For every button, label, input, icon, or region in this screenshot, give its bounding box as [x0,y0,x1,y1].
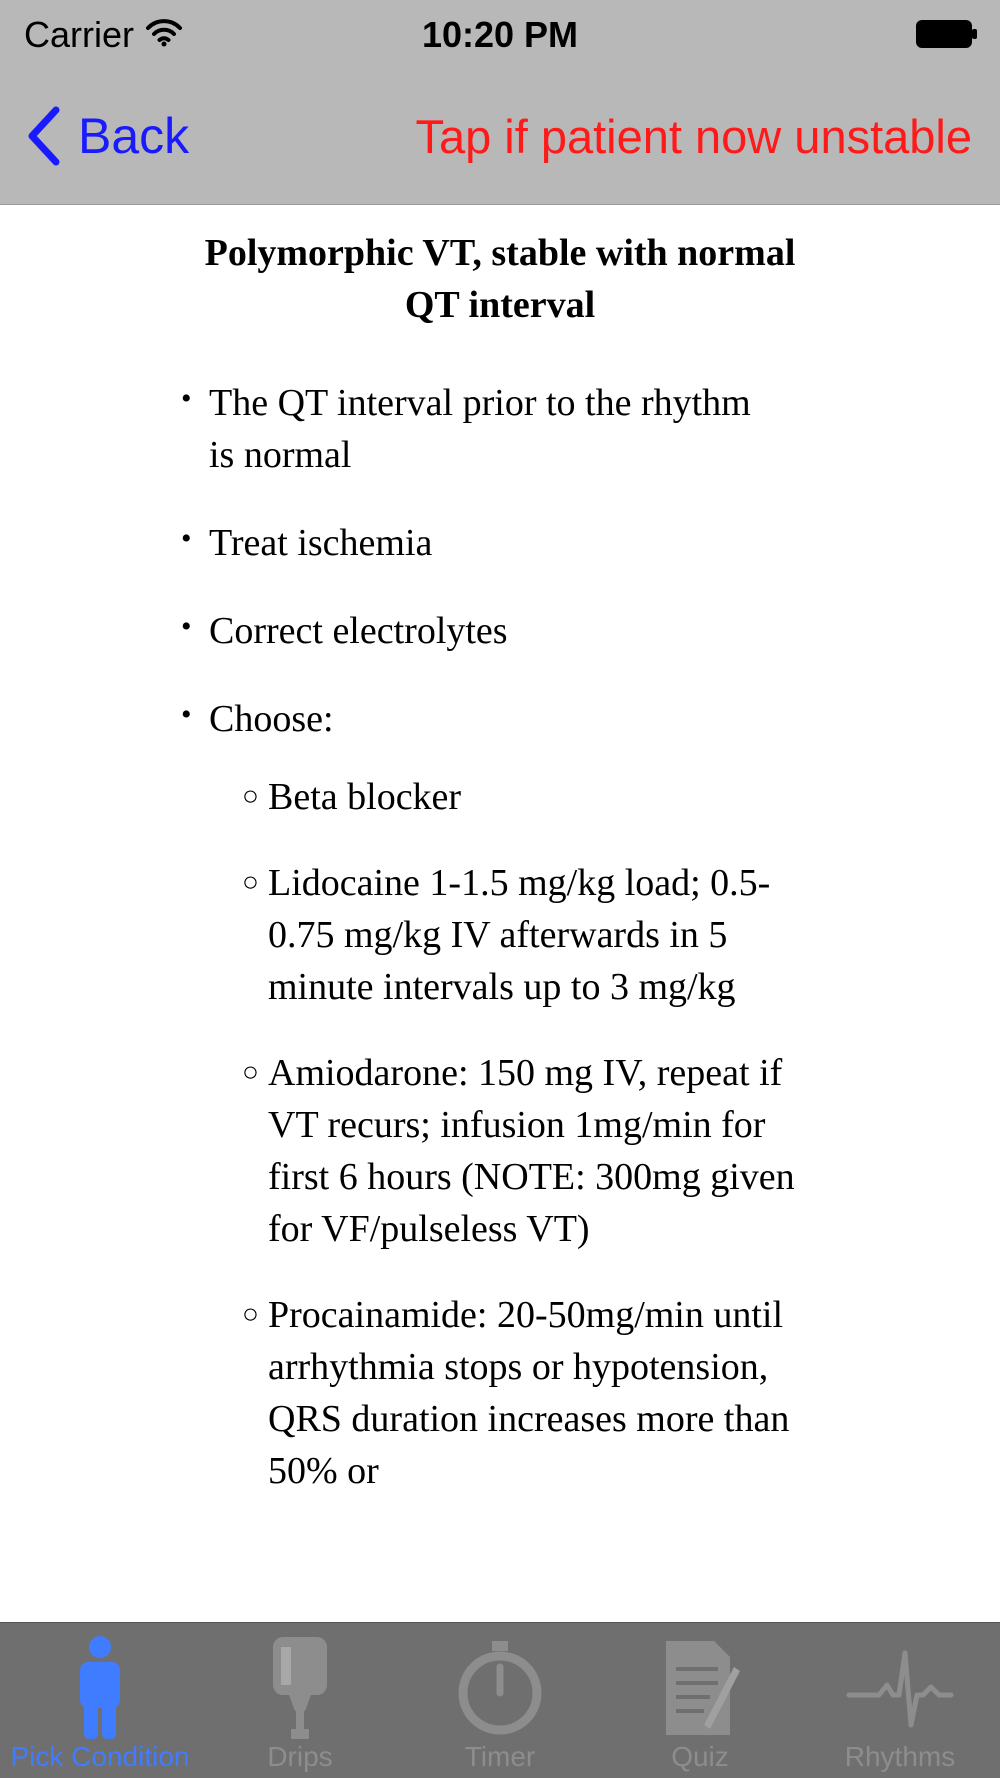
tab-label: Timer [464,1741,536,1772]
tab-label: Rhythms [844,1741,956,1772]
status-time: 10:20 PM [421,14,579,55]
tab-label: Pick Condition [10,1741,190,1772]
list-item-text: Choose: [209,698,334,740]
quiz-document-icon [660,1633,740,1741]
option-list [209,771,795,1497]
content-view[interactable] [0,205,1000,1622]
bullet-icon: • [181,382,192,415]
ecg-rhythm-icon [845,1633,955,1741]
list-item-text: Correct electrolytes [209,610,508,652]
page-title: Polymorphic VT, stable with normal QT interval [204,232,796,326]
tab-rhythms[interactable] [800,1623,1000,1778]
tab-drips[interactable] [200,1623,400,1778]
bullet-icon: • [181,610,192,643]
bullet-icon: • [181,522,192,555]
list-item [181,517,769,569]
option-text: Amiodarone: 150 mg IV, repeat if VT recurs; infusion 1mg/min for first 6 hours (NOTE: 300mg given for VF/pulseless VT) [268,1052,795,1250]
option-text: Lidocaine 1-1.5 mg/kg load; 0.5-0.75 mg/kg IV afterwards in 5 minute intervals up to 3 mg/kg [268,862,771,1008]
patient-unstable-label: Tap if patient now unstable [415,109,972,163]
tab-bar [0,1622,1000,1778]
option-item [242,1047,813,1255]
list-item [181,377,769,481]
stopwatch-icon [455,1633,545,1741]
navigation-bar [0,70,1000,205]
person-icon [70,1633,130,1741]
list-item [181,693,795,1497]
option-item [242,1289,813,1497]
tab-quiz[interactable] [600,1623,800,1778]
battery-icon [916,20,978,48]
list-item-text: Treat ischemia [209,522,433,564]
circle-bullet-icon: ○ [242,1299,259,1330]
tab-pick-condition[interactable] [0,1623,200,1778]
circle-bullet-icon: ○ [242,1057,259,1088]
option-text: Beta blocker [268,776,462,818]
option-item [242,857,813,1013]
tab-label: Drips [267,1741,333,1772]
back-label: Back [78,108,190,164]
tab-timer[interactable] [400,1623,600,1778]
back-button[interactable] [26,100,189,172]
chevron-left-icon [26,106,60,166]
bullet-icon: • [181,698,192,731]
status-bar [0,0,1000,70]
option-item [242,771,813,823]
list-item-text: The QT interval prior to the rhythm is normal [209,382,751,476]
tab-label: Quiz [671,1741,729,1772]
circle-bullet-icon: ○ [242,867,259,898]
patient-unstable-button[interactable] [415,100,972,172]
circle-bullet-icon: ○ [242,781,259,812]
bullet-list [0,377,1000,1497]
iv-drip-icon [265,1633,335,1741]
carrier-label: Carrier [24,14,135,55]
option-text: Procainamide: 20-50mg/min until arrhythmia stops or hypotension, QRS duration increases more than 50% or [268,1294,790,1492]
list-item [181,605,769,657]
